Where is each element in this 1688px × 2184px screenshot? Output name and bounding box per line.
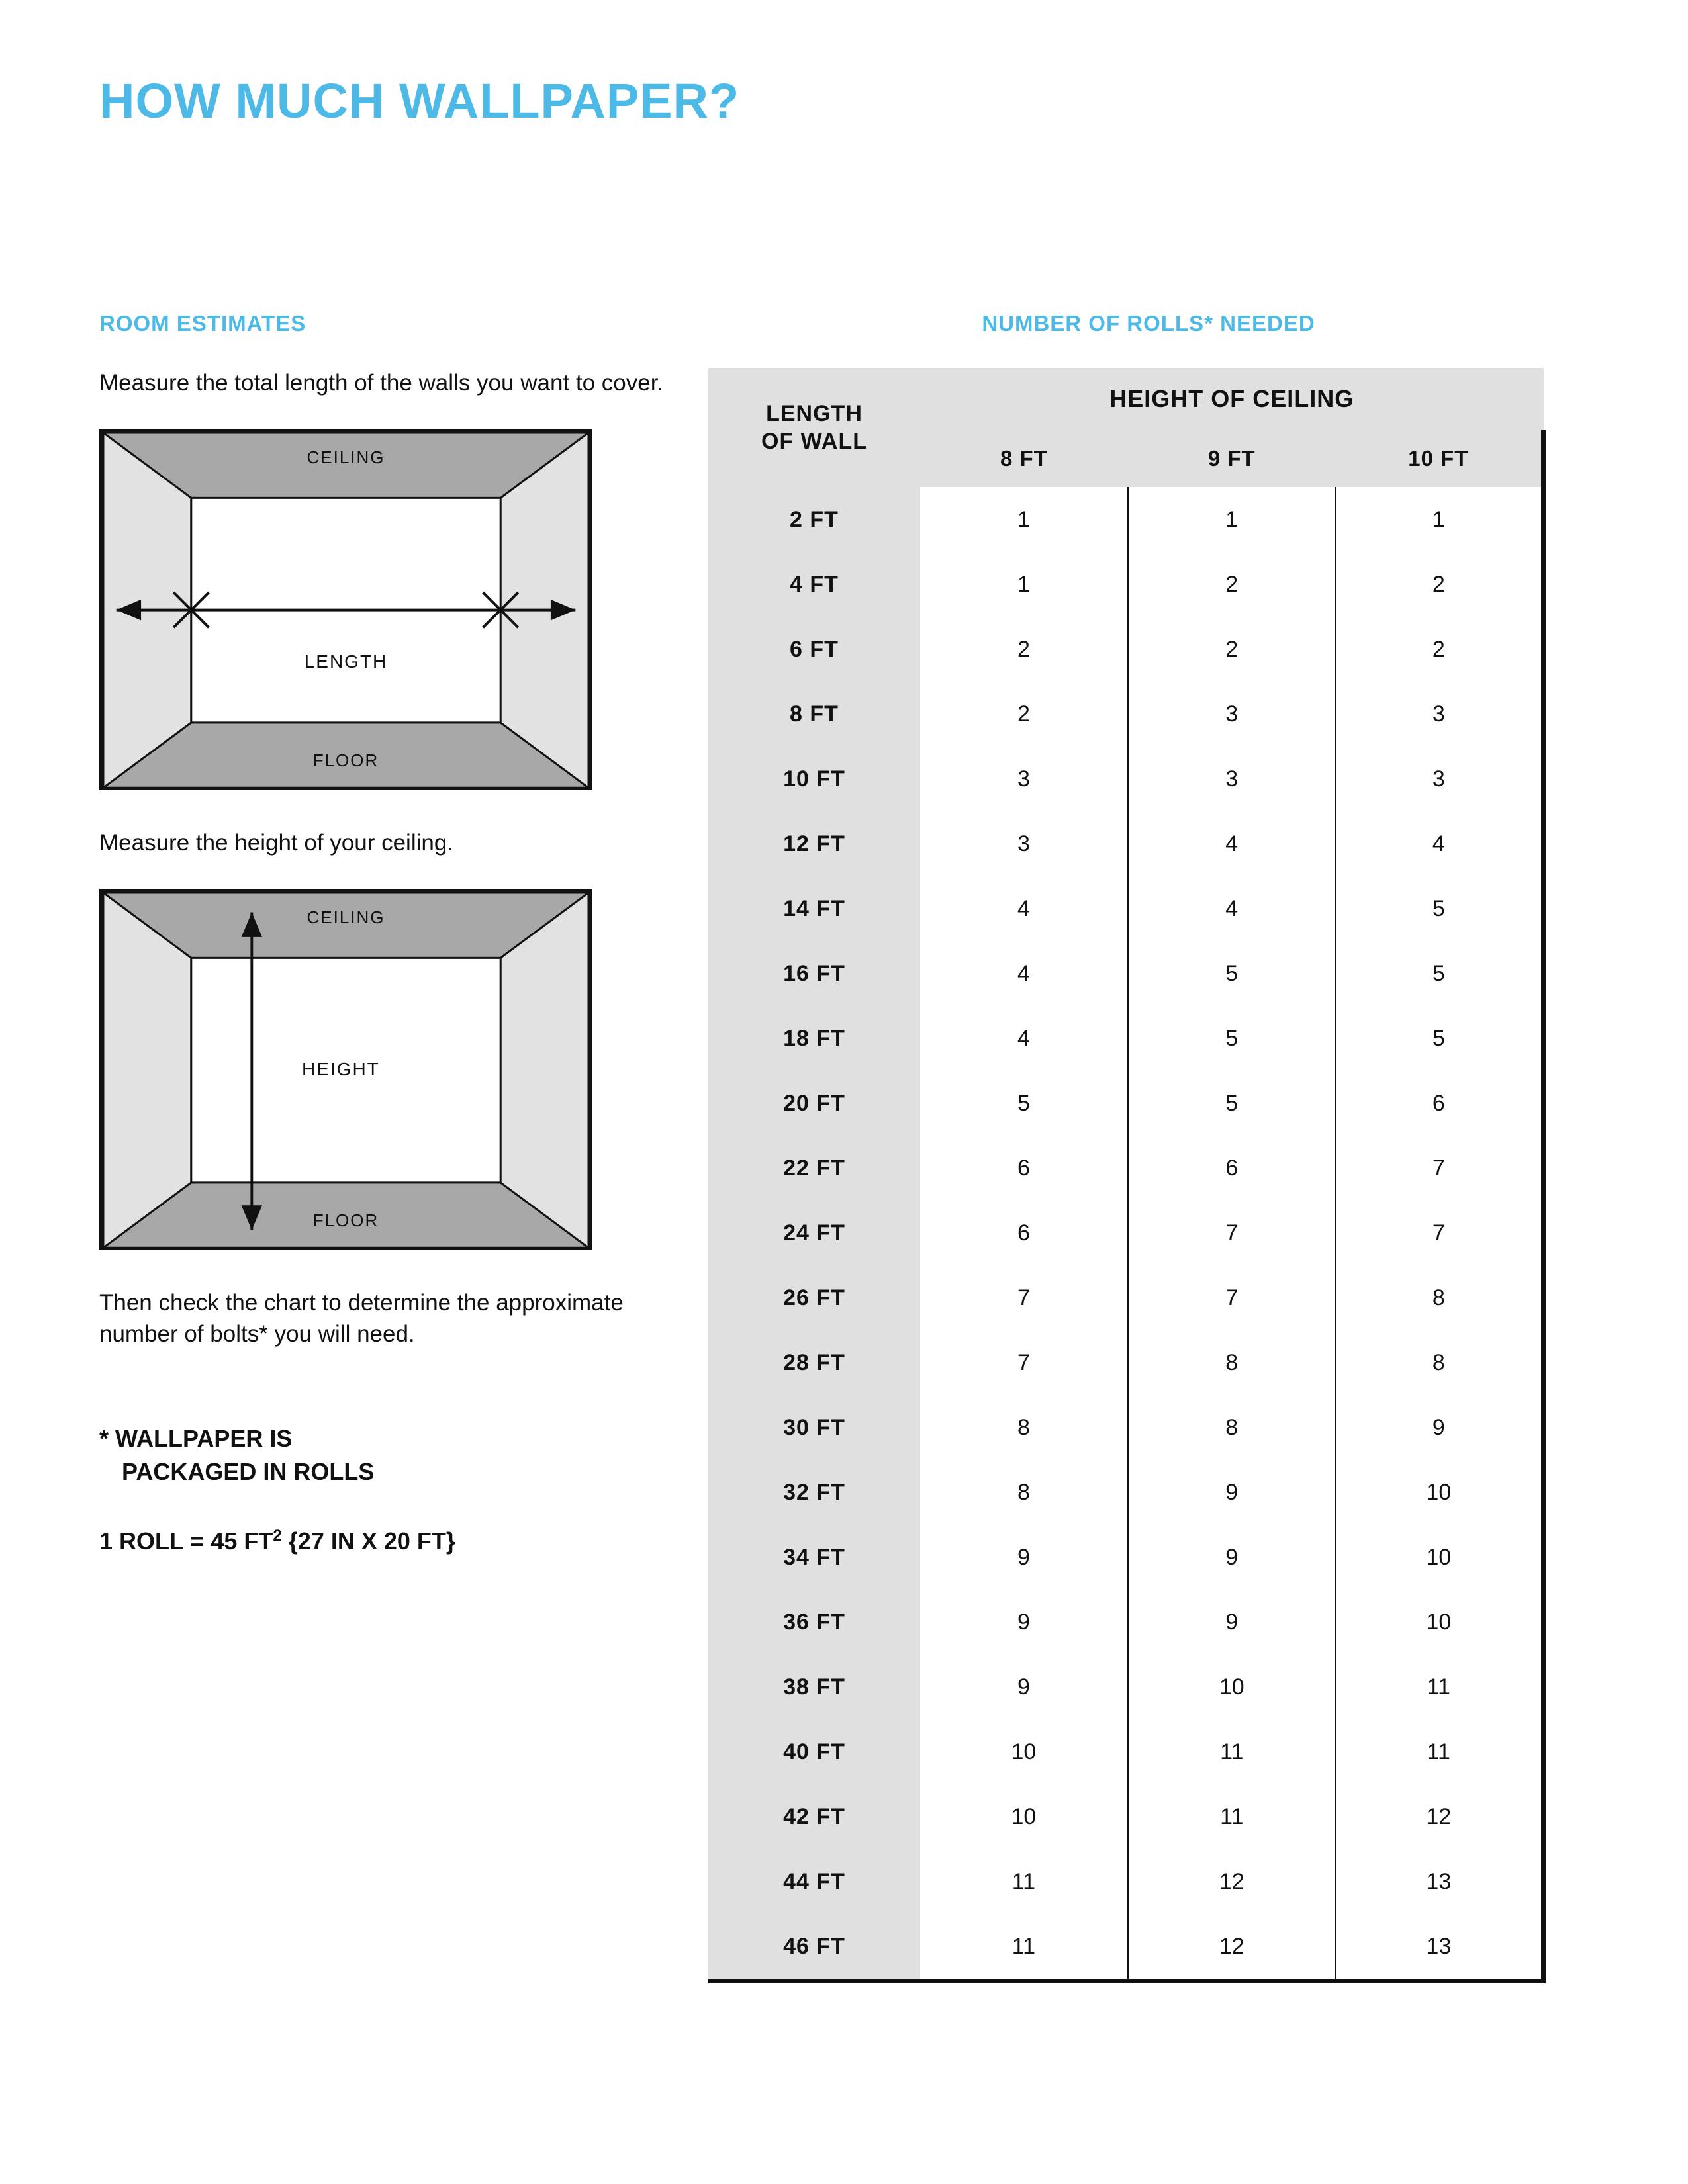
cell-rolls-9ft: 9 [1128, 1590, 1336, 1655]
header-col-8ft: 8 FT [920, 430, 1128, 487]
row-label-length: 28 FT [708, 1330, 920, 1395]
cell-rolls-10ft: 9 [1336, 1395, 1544, 1460]
cell-rolls-10ft: 7 [1336, 1136, 1544, 1201]
cell-rolls-10ft: 8 [1336, 1330, 1544, 1395]
cell-rolls-9ft: 12 [1128, 1914, 1336, 1981]
table-row [708, 876, 1544, 941]
cell-rolls-9ft: 8 [1128, 1395, 1336, 1460]
row-label-length: 36 FT [708, 1590, 920, 1655]
room-diagram-length [99, 429, 592, 790]
cell-rolls-10ft: 5 [1336, 876, 1544, 941]
cell-rolls-10ft: 2 [1336, 552, 1544, 617]
page-title: HOW MUCH WALLPAPER? [99, 73, 740, 128]
roll-size-line-1: 1 ROLL = 45 FT [99, 1527, 273, 1555]
diagram-length-measure-label: LENGTH [304, 651, 388, 672]
table-row [708, 552, 1544, 617]
cell-rolls-10ft: 10 [1336, 1460, 1544, 1525]
cell-rolls-9ft: 8 [1128, 1330, 1336, 1395]
table-row [708, 747, 1544, 811]
section-title-number-of-rolls: NUMBER OF ROLLS* NEEDED [982, 311, 1315, 336]
cell-rolls-10ft: 11 [1336, 1655, 1544, 1719]
header-length-of-wall [708, 368, 920, 487]
cell-rolls-9ft: 2 [1128, 617, 1336, 682]
table-row [708, 682, 1544, 747]
cell-rolls-10ft: 5 [1336, 1006, 1544, 1071]
cell-rolls-10ft: 3 [1336, 747, 1544, 811]
row-label-length: 24 FT [708, 1201, 920, 1265]
cell-rolls-10ft: 5 [1336, 941, 1544, 1006]
cell-rolls-8ft: 11 [920, 1914, 1128, 1981]
cell-rolls-9ft: 5 [1128, 1006, 1336, 1071]
cell-rolls-8ft: 4 [920, 1006, 1128, 1071]
cell-rolls-9ft: 2 [1128, 552, 1336, 617]
row-label-length: 42 FT [708, 1784, 920, 1849]
table-row [708, 1849, 1544, 1914]
row-label-length: 44 FT [708, 1849, 920, 1914]
diagram-height-floor-label: FLOOR [312, 1210, 379, 1231]
cell-rolls-9ft: 5 [1128, 941, 1336, 1006]
cell-rolls-10ft: 3 [1336, 682, 1544, 747]
row-label-length: 10 FT [708, 747, 920, 811]
cell-rolls-10ft: 10 [1336, 1590, 1544, 1655]
row-label-length: 14 FT [708, 876, 920, 941]
table-row [708, 1006, 1544, 1071]
cell-rolls-8ft: 6 [920, 1201, 1128, 1265]
cell-rolls-9ft: 3 [1128, 682, 1336, 747]
row-label-length: 6 FT [708, 617, 920, 682]
table-row [708, 1071, 1544, 1136]
table-row [708, 1201, 1544, 1265]
cell-rolls-8ft: 10 [920, 1784, 1128, 1849]
cell-rolls-8ft: 2 [920, 617, 1128, 682]
footnote-line-2: PACKAGED IN ROLLS [122, 1458, 375, 1486]
row-label-length: 38 FT [708, 1655, 920, 1719]
table-row [708, 1136, 1544, 1201]
cell-rolls-9ft: 3 [1128, 747, 1336, 811]
header-length-line-2: OF WALL [761, 429, 867, 454]
cell-rolls-10ft: 7 [1336, 1201, 1544, 1265]
cell-rolls-8ft: 4 [920, 941, 1128, 1006]
diagram-height-ceiling-label: CEILING [306, 907, 385, 928]
cell-rolls-9ft: 11 [1128, 1784, 1336, 1849]
section-title-room-estimates: ROOM ESTIMATES [99, 311, 306, 336]
cell-rolls-10ft: 12 [1336, 1784, 1544, 1849]
diagram-length-floor-label: FLOOR [312, 751, 379, 771]
roll-size-line-2: {27 IN X 20 FT} [288, 1527, 455, 1555]
cell-rolls-9ft: 7 [1128, 1265, 1336, 1330]
cell-rolls-9ft: 6 [1128, 1136, 1336, 1201]
footnote-wallpaper-packaging [99, 1422, 675, 1489]
cell-rolls-9ft: 11 [1128, 1719, 1336, 1784]
diagram-height-measure-label: HEIGHT [302, 1058, 380, 1079]
row-label-length: 16 FT [708, 941, 920, 1006]
row-label-length: 4 FT [708, 552, 920, 617]
table-row [708, 1330, 1544, 1395]
row-label-length: 12 FT [708, 811, 920, 876]
cell-rolls-8ft: 6 [920, 1136, 1128, 1201]
step-3-text: Then check the chart to determine the approximate number of bolts* you will need. [99, 1290, 624, 1347]
cell-rolls-8ft: 1 [920, 487, 1128, 552]
cell-rolls-8ft: 10 [920, 1719, 1128, 1784]
cell-rolls-10ft: 11 [1336, 1719, 1544, 1784]
table-row [708, 617, 1544, 682]
row-label-length: 40 FT [708, 1719, 920, 1784]
table-header-row-1 [708, 368, 1544, 430]
roll-size-superscript: 2 [273, 1526, 282, 1545]
cell-rolls-8ft: 8 [920, 1460, 1128, 1525]
row-label-length: 30 FT [708, 1395, 920, 1460]
table-row [708, 1395, 1544, 1460]
cell-rolls-8ft: 2 [920, 682, 1128, 747]
cell-rolls-9ft: 7 [1128, 1201, 1336, 1265]
table-row [708, 1525, 1544, 1590]
cell-rolls-8ft: 11 [920, 1849, 1128, 1914]
footnote-line-1: * WALLPAPER IS [99, 1424, 293, 1452]
table-body [708, 487, 1544, 1981]
rolls-table-section [708, 311, 1589, 1983]
table-row [708, 1590, 1544, 1655]
cell-rolls-8ft: 9 [920, 1590, 1128, 1655]
table-row [708, 1460, 1544, 1525]
row-label-length: 26 FT [708, 1265, 920, 1330]
step-2-text: Measure the height of your ceiling. [99, 830, 454, 856]
cell-rolls-8ft: 9 [920, 1655, 1128, 1719]
cell-rolls-10ft: 6 [1336, 1071, 1544, 1136]
header-length-line-1: LENGTH [766, 400, 863, 426]
room-perspective-length-svg [103, 433, 588, 788]
table-row [708, 1784, 1544, 1849]
cell-rolls-10ft: 8 [1336, 1265, 1544, 1330]
cell-rolls-9ft: 12 [1128, 1849, 1336, 1914]
cell-rolls-8ft: 8 [920, 1395, 1128, 1460]
room-estimates-section [99, 311, 675, 1558]
row-label-length: 32 FT [708, 1460, 920, 1525]
step-1-text: Measure the total length of the walls you want to cover. [99, 370, 664, 396]
row-label-length: 18 FT [708, 1006, 920, 1071]
cell-rolls-10ft: 10 [1336, 1525, 1544, 1590]
cell-rolls-8ft: 7 [920, 1265, 1128, 1330]
cell-rolls-8ft: 5 [920, 1071, 1128, 1136]
row-label-length: 46 FT [708, 1914, 920, 1981]
row-label-length: 20 FT [708, 1071, 920, 1136]
cell-rolls-10ft: 2 [1336, 617, 1544, 682]
table-row [708, 1914, 1544, 1981]
table-header [708, 368, 1544, 487]
room-diagram-height [99, 889, 592, 1250]
row-label-length: 2 FT [708, 487, 920, 552]
diagram-length-ceiling-label: CEILING [306, 447, 385, 468]
row-label-length: 8 FT [708, 682, 920, 747]
cell-rolls-8ft: 9 [920, 1525, 1128, 1590]
table-row [708, 1265, 1544, 1330]
table-row [708, 1719, 1544, 1784]
cell-rolls-10ft: 13 [1336, 1914, 1544, 1981]
cell-rolls-9ft: 5 [1128, 1071, 1336, 1136]
footnote-roll-size [99, 1525, 675, 1558]
cell-rolls-8ft: 4 [920, 876, 1128, 941]
cell-rolls-8ft: 1 [920, 552, 1128, 617]
row-label-length: 34 FT [708, 1525, 920, 1590]
table-row [708, 1655, 1544, 1719]
cell-rolls-10ft: 13 [1336, 1849, 1544, 1914]
cell-rolls-8ft: 3 [920, 811, 1128, 876]
cell-rolls-9ft: 9 [1128, 1525, 1336, 1590]
cell-rolls-10ft: 1 [1336, 487, 1544, 552]
table-row [708, 487, 1544, 552]
cell-rolls-9ft: 4 [1128, 876, 1336, 941]
cell-rolls-8ft: 7 [920, 1330, 1128, 1395]
cell-rolls-9ft: 4 [1128, 811, 1336, 876]
cell-rolls-9ft: 10 [1128, 1655, 1336, 1719]
cell-rolls-8ft: 3 [920, 747, 1128, 811]
row-label-length: 22 FT [708, 1136, 920, 1201]
header-height-of-ceiling: HEIGHT OF CEILING [920, 368, 1544, 430]
cell-rolls-9ft: 1 [1128, 487, 1336, 552]
table-row [708, 811, 1544, 876]
cell-rolls-10ft: 4 [1336, 811, 1544, 876]
header-col-9ft: 9 FT [1128, 430, 1336, 487]
header-col-10ft: 10 FT [1336, 430, 1544, 487]
rolls-needed-table [708, 368, 1546, 1983]
cell-rolls-9ft: 9 [1128, 1460, 1336, 1525]
table-row [708, 941, 1544, 1006]
